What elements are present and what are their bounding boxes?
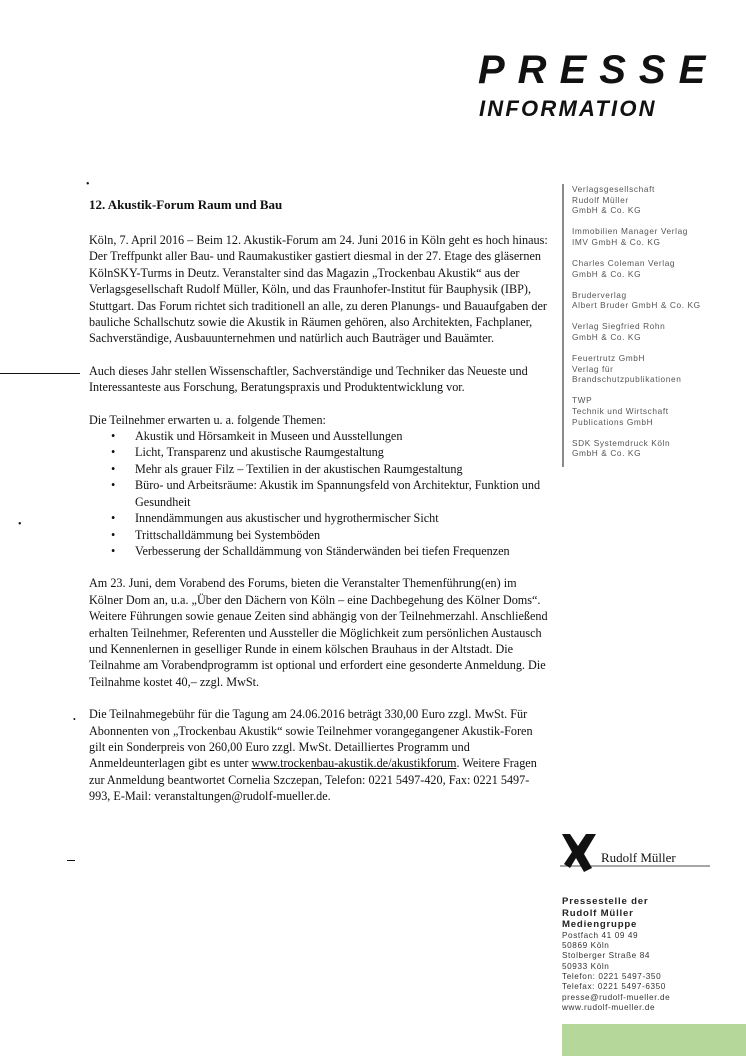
margin-rule [0, 373, 80, 374]
margin-rule [67, 860, 75, 861]
header-subtitle: INFORMATION [479, 96, 657, 121]
list-item: • Büro- und Arbeitsräume: Akustik im Spannungsfeld von Architektur, Funktion und Gesundheit [135, 477, 549, 510]
sidebar-line: SDK Systemdruck Köln [572, 437, 671, 448]
sidebar-entry [572, 226, 742, 247]
paragraph-5-contact: . Weitere Fragen zur Anmeldung beantwortet Cornelia Szczepan, Telefon: 0221 5497-420, Fax: 0221 5497-993, E-Mail: veranstaltungen@rudolf-mueller.de. [89, 756, 537, 804]
sidebar-line: IMV GmbH & Co. KG [572, 236, 661, 247]
sidebar-entry [572, 395, 742, 427]
sidebar-line: GmbH & Co. KG [572, 331, 642, 342]
sidebar-entry [572, 184, 742, 216]
list-item: • Akustik und Hörsamkeit in Museen und Ausstellungen [135, 428, 549, 444]
list-item: • Licht, Transparenz und akustische Raumgestaltung [135, 444, 549, 460]
article-paragraph-2: Auch dieses Jahr stellen Wissenschaftler, Sachverständige und Techniker das Neueste und Interessanteste aus Forschung, Beratungspraxis und Produktentwicklung vor. [89, 363, 528, 395]
press-office-title: Pressestelle der [562, 896, 649, 907]
sidebar-line: Albert Bruder GmbH & Co. KG [572, 300, 701, 311]
press-office-address: Stolberger Straße 84 [562, 951, 651, 961]
akustikforum-link[interactable]: www.trockenbau-akustik.de/akustikforum [251, 756, 457, 771]
margin-dot: • [86, 179, 90, 190]
sidebar-line: Immobilien Manager Verlag [572, 226, 688, 237]
press-office [562, 896, 670, 1013]
logo-wordmark: Rudolf Müller [601, 850, 676, 865]
margin-dot: • [73, 715, 76, 724]
sidebar-line: Brandschutzpublikationen [572, 374, 682, 385]
press-office-title: Rudolf Müller [562, 907, 634, 919]
article-paragraph-4: Am 23. Juni, dem Vorabend des Forums, bieten die Veranstalter Themenführung(en) im Kölner Dom an, u.a. „Über den Dächern von Köln – eine Dachbegehung des Kölner Doms“. Weitere Führungen sowie genaue Zeiten sind abhängig von der Teilnehmerzahl. Anschließend erhalten Teilnehmer, Referenten und Aussteller die Möglichkeit zum persönlichen Austausch und Kennenlernen in geselliger Runde in einem kölschen Brauhaus in der Altstadt. Die Teilnahme am Vorabendprogramm ist optional und erfordert eine gesonderte Anmeldung. Die Teilnahme kostet 40,– zzgl. MwSt. [89, 576, 548, 689]
sidebar-line: GmbH & Co. KG [572, 205, 642, 216]
press-office-website[interactable]: www.rudolf-mueller.de [562, 1002, 656, 1012]
list-item: • Mehr als grauer Filz – Textilien in der akustischen Raumgestaltung [135, 461, 549, 477]
sidebar-line: Verlagsgesellschaft [572, 184, 655, 194]
sidebar-line: Verlag Siegfried Rohn [572, 321, 666, 332]
sidebar-line: Feuertrutz GmbH [572, 353, 646, 364]
topics-intro: Die Teilnehmer erwarten u. a. folgende Themen: [89, 412, 326, 427]
paragraph-5-text: Die Teilnahmegebühr für die Tagung am 24.06.2016 beträgt 330,00 Euro zzgl. MwSt. Für Abonnenten von „Trockenbau Akustik“ sowie Teilnehmer vorangegangener Akustik-Foren gilt ein Sonderpreis von 260,00 Euro zzgl. MwSt. Detailliertes Programm und Anmeldeunterlagen gibt es unter [89, 707, 533, 771]
sidebar-line: TWP [572, 395, 593, 406]
topics-list [89, 428, 549, 559]
article-headline: 12. Akustik-Forum Raum und Bau [89, 197, 283, 212]
lead-rest: hinaus: Der Treffpunkt aller Bau- und Raumakustiker gastiert diesmal in der 27. Etage des gläsernen KölnSKY-Turms in Deutz. Veranstalter sind das Magazin „Trockenbau Akustik“ aus der Verlagsgesellschaft Rudolf Müller, Köln, und das Fraunhofer-Institut für Bauphysik (IBP), Stuttgart. Das Forum richtet sich traditionell an alle, zu deren Planungs- und Bauaufgaben der bauliche Schallschutz sowie die Akustik in Räumen gehören, also Architekten, Fachplaner, Sachverständige, Ausbauunternehmen und natürlich auch Bauträger und Bauämter. [89, 233, 548, 346]
sidebar-entry [572, 353, 742, 385]
list-item: • Trittschalldämmung bei Systemböden [135, 527, 549, 543]
accent-box [562, 1024, 746, 1056]
margin-dot: • [18, 519, 22, 530]
press-office-phone: Telefon: 0221 5497-350 [562, 971, 662, 981]
press-office-fax: Telefax: 0221 5497-6350 [562, 982, 666, 992]
list-item: • Innendämmungen aus akustischer und hygrothermischer Sicht [135, 510, 549, 526]
lead-first-line: Köln, 7. April 2016 – Beim 12. Akustik-Forum am 24. Juni 2016 in Köln geht es hoch [89, 233, 510, 247]
sidebar-line: Bruderverlag [572, 289, 627, 300]
press-office-address: Postfach 41 09 49 [562, 930, 639, 940]
sidebar-line: Verlag für [572, 363, 614, 374]
article [89, 196, 549, 821]
press-office-address: 50869 Köln [562, 941, 610, 951]
sidebar-line: Publications GmbH [572, 416, 654, 427]
sidebar-entry [572, 258, 742, 279]
header-title: PRESSE [478, 48, 719, 92]
press-office-email[interactable]: presse@rudolf-mueller.de [562, 992, 671, 1002]
sidebar-entry [572, 438, 742, 459]
sidebar-entry [572, 321, 742, 342]
sidebar-line: Charles Coleman Verlag [572, 257, 676, 268]
list-item: • Verbesserung der Schalldämmung von Ständerwänden bei tiefen Frequenzen [135, 543, 549, 559]
article-lead [89, 232, 549, 347]
sidebar-line: Technik und Wirtschaft [572, 405, 669, 416]
publisher-sidebar [562, 184, 742, 467]
sidebar-entry [572, 290, 742, 311]
sidebar-line: GmbH & Co. KG [572, 448, 642, 459]
sidebar-line: Rudolf Müller [572, 194, 629, 205]
press-office-address: 50933 Köln [562, 961, 610, 971]
article-paragraph-5 [89, 706, 549, 804]
sidebar-line: GmbH & Co. KG [572, 268, 642, 279]
press-office-title: Mediengruppe [562, 919, 638, 931]
